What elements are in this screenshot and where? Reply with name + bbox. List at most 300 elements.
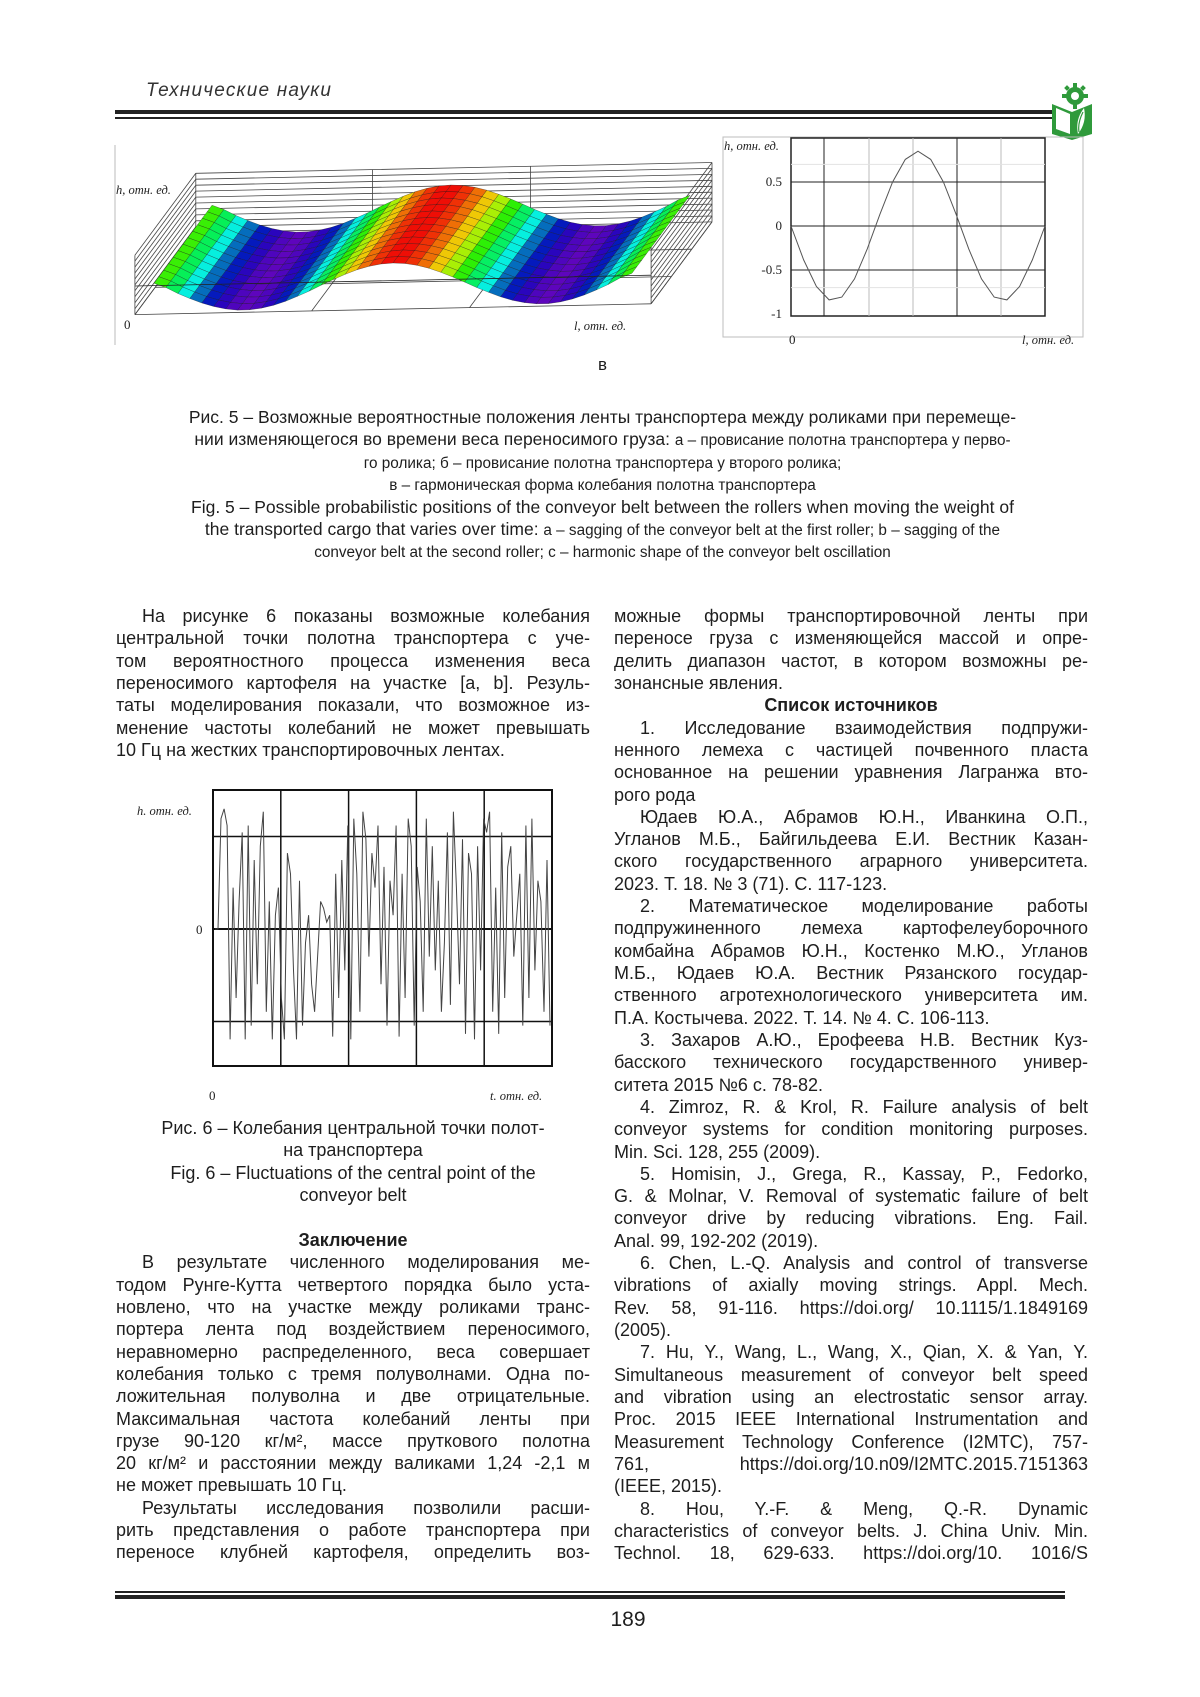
surface-patch [338,261,355,273]
surface-patch [305,264,322,276]
surface-patch [563,276,580,284]
surface-patch [331,239,348,251]
text-line: том вероятностного процесса изменения веса [116,650,590,672]
surface-patch [508,217,525,229]
surface-patch [589,277,606,289]
surface-patch [338,240,355,252]
surface-patch [293,269,310,280]
surface-patch [580,267,597,276]
surface-patch [405,224,422,232]
surface-patch [221,229,238,241]
surface-patch [496,255,513,266]
surface-patch [436,233,453,242]
surface-patch [212,242,229,254]
surface-patch [276,251,293,258]
surface-patch [585,260,602,269]
surface-patch [217,235,234,247]
text-line: грузе 90-120 кг/м², массе пруткового полотна [116,1430,590,1452]
side-wall-gridline [135,233,196,315]
surface-patch [345,263,362,274]
text-line: менение частоты колебаний не может превышать [116,717,590,739]
figure-6-caption [116,1117,590,1206]
surface-patch [437,198,454,205]
surface-patch [589,254,606,263]
text-line: Proc. 2015 IEEE International Instrumentation and [614,1408,1088,1430]
surface-patch [558,282,575,290]
text-line: 5. Homisin, J., Grega, R., Kassay, P., Fedorko, [614,1163,1088,1185]
surface-patch [326,246,343,258]
surface-patch [326,267,343,279]
surface-patch [542,214,559,225]
y-tick-label: -0.5 [761,262,782,277]
surface-patch [164,264,181,275]
surface-patch [381,227,398,237]
surface-patch [358,214,375,226]
surface-patch [346,220,363,232]
surface-patch [582,250,599,258]
surface-patch [190,292,207,303]
surface-patch [252,284,269,291]
side-wall-gridline [135,215,196,297]
surface-patch [602,224,619,232]
side-wall-gridline [651,222,712,304]
surface-mesh [154,185,690,310]
surface-patch [379,218,396,229]
surface-patch [231,216,248,228]
surface-patch [180,262,197,275]
surface-patch [417,259,434,268]
surface-patch [321,273,338,285]
text-line: (IEEE, 2015). [614,1475,1088,1497]
surface-patch [594,247,611,256]
surface-patch [465,276,482,288]
surface-patch [493,279,510,290]
floor-gridline [135,233,196,315]
text-line: 2023. Т. 18. № 3 (71). С. 117-123. [614,873,1088,895]
surface-patch [302,278,319,290]
surface-patch [278,288,295,299]
x-tick-label: 0 [789,332,796,347]
surface-patch [360,221,377,233]
surface-patch [412,231,429,238]
surface-patch [369,231,386,242]
surface-patch [532,227,549,238]
surface-patch [231,258,248,268]
surface-patch [377,234,394,244]
surface-patch [238,268,255,277]
surface-patch [262,299,279,308]
surface-patch [549,225,566,235]
surface-patch [455,246,472,257]
surface-patch [341,226,358,238]
surface-patch [570,252,587,259]
surface-patch [415,211,432,219]
surface-patch [293,243,310,251]
back-wall-gridline [196,216,712,227]
surface-patch [632,239,649,252]
text-line: conveyor systems for condition monitoring purposes. [614,1118,1088,1140]
y-axis-label: h, отн. ед. [116,183,171,197]
surface-patch [489,286,506,297]
back-wall-gridline [196,163,712,174]
surface-patch [592,237,609,245]
caption-sub-text: conveyor belt at the second roller; c – harmonic shape of the conveyor belt oscillation [314,544,891,561]
side-wall-gridline [135,221,196,303]
surface-patch [173,251,190,262]
surface-patch [291,232,308,239]
surface-patch [587,243,604,251]
surface-patch [214,216,231,229]
surface-patch [573,231,590,239]
surface-patch [544,232,561,242]
surface-patch [212,284,229,294]
surface-patch [644,234,661,245]
surface-patch [250,232,267,242]
text-line: ложительная полуволна и две отрицательные. [116,1385,590,1407]
surface-patch [489,243,506,255]
surface-patch [388,232,405,241]
surface-patch [351,213,368,225]
surface-patch [374,251,391,260]
caption-line [100,518,1105,540]
surface-patch [322,252,339,264]
surface-patch [188,231,205,242]
side-wall-gridline [651,210,712,292]
text-line: 6. Chen, L.-Q. Analysis and control of transverse [614,1252,1088,1274]
surface-patch [673,195,690,206]
surface-patch [532,268,549,277]
surface-patch [604,234,621,243]
surface-chart [115,145,712,345]
surface-patch [362,229,379,241]
chart-grid [791,138,1045,316]
panel-label: в [0,355,1200,375]
text-line: Максимальная частота колебаний ленты при [116,1408,590,1430]
surface-patch [434,255,451,266]
surface-patch [541,291,558,298]
surface-patch [250,270,267,278]
back-wall-gridline [196,204,712,215]
surface-patch [298,237,315,245]
surface-patch [475,220,492,231]
surface-patch [408,206,425,215]
text-line: 2. Математическое моделирование работы [614,895,1088,917]
surface-patch [568,269,585,277]
surface-patch [606,243,623,254]
surface-patch [503,224,520,236]
surface-patch [214,300,231,309]
surface-patch [580,239,597,246]
surface-patch [640,220,657,232]
side-wall-gridline [651,174,712,256]
text-line: новлено, что на участке между роликами транс- [116,1296,590,1318]
surface-patch [372,240,389,250]
surface-patch [324,238,341,250]
surface-patch [336,254,353,266]
surface-patch [474,263,491,275]
surface-patch [205,229,222,242]
surface-patch [575,245,592,252]
right-column-references [614,605,1088,1564]
surface-patch [243,221,260,232]
surface-patch [348,227,365,239]
section-heading: Список источников [614,694,1088,716]
surface-patch [369,258,386,267]
surface-patch [522,240,539,251]
surface-patch [269,244,286,252]
surface-patch [621,224,638,235]
surface-patch [334,225,351,237]
surface-patch [207,248,224,260]
surface-patch [596,256,613,267]
surface-patch [431,239,448,248]
surface-patch [592,263,609,274]
surface-patch [458,186,475,194]
surface-patch [453,271,470,283]
surface-patch [525,258,542,268]
surface-patch [548,295,565,303]
surface-patch [198,218,215,229]
text-line: G. & Molnar, V. Removal of systematic failure of belt [614,1185,1088,1207]
back-wall-gridline [196,210,712,221]
caption-main-text: the transported cargo that varies over time: [205,519,544,539]
text-line: Measurement Technology Conference (I2MTC), 757- [614,1431,1088,1453]
journal-logo-icon [1048,82,1096,140]
surface-patch [298,262,315,273]
surface-patch [659,215,676,226]
surface-patch [279,263,296,271]
surface-patch [513,294,530,303]
surface-patch [183,238,200,249]
caption-sub-text: a – sagging of the conveyor belt at the first roller; b – sagging of the [543,522,1000,539]
text-line: 20 кг/м² и расстоянии между валиками 1,24 -2,1 м [116,1452,590,1474]
surface-patch [468,210,485,221]
surface-patch [501,249,518,260]
surface-patch [178,287,195,299]
surface-patch [267,229,284,238]
surface-patch [566,222,583,231]
plot-area-border [213,790,552,1066]
text-line: портера лента под воздействием переносимого, [116,1318,590,1340]
surface-patch [453,229,470,240]
surface-patch [154,277,171,288]
surface-patch [642,226,659,239]
surface-patch [259,289,276,297]
surface-patch [410,188,427,198]
surface-patch [324,259,341,271]
surface-patch [417,193,434,202]
surface-patch [422,186,439,195]
caption-line [100,428,1105,450]
surface-patch [451,253,468,264]
surface-patch [389,205,406,216]
surface-patch [422,252,439,261]
surface-patch [346,241,363,253]
surface-patch [434,218,451,226]
header-rule-thin [115,117,1065,119]
surface-patch [192,268,209,280]
text-line: Anal. 99, 192-202 (2019). [614,1230,1088,1252]
surface-patch [271,286,288,295]
surface-patch [286,238,303,245]
surface-patch [432,205,449,212]
surface-patch [477,238,494,250]
surface-patch [207,290,224,300]
surface-patch [391,244,408,252]
text-line: ситета 2015 №6 с. 78-82. [614,1074,1088,1096]
surface-patch [262,271,279,278]
surface-patch [427,246,444,255]
surface-patch [307,249,324,259]
text-line: Technol. 18, 629-633. https://doi.org/10. 1016/S [614,1542,1088,1564]
text-line: не может превышать 10 Гц. [116,1474,590,1496]
surface-patch [243,297,260,304]
surface-patch [303,230,320,238]
surface-patch [333,268,350,280]
floor-gridline [470,226,531,308]
surface-patch [295,253,312,262]
surface-patch [223,287,240,296]
surface-patch [565,286,582,295]
surface-patch [429,262,446,273]
caption-main-text: Fig. 5 – Possible probabilistic positions of the conveyor belt between the rollers when moving the weight of [191,497,1014,517]
side-wall-gridline [135,197,196,279]
surface-patch [281,273,298,282]
surface-patch [506,242,523,253]
text-line: центральной точки полотна транспортера с уче- [116,627,590,649]
surface-patch [248,255,265,264]
surface-patch [400,231,417,239]
surface-patch [601,250,618,261]
surface-patch [635,226,652,238]
surface-patch [272,258,289,265]
surface-patch [393,225,410,234]
caption-line [100,496,1105,518]
figure-5-caption [100,406,1105,563]
surface-patch [229,240,246,251]
text-line: В результате численного моделирования ме- [116,1251,590,1273]
surface-patch [209,266,226,277]
side-wall-gridline [135,191,196,273]
surface-patch [315,227,332,236]
surface-patch [235,289,252,297]
surface-patch [572,289,589,300]
text-line: рого рода [614,784,1088,806]
text-line: тодом Рунге-Кутта четвертого порядка было уста- [116,1274,590,1296]
surface-patch [331,260,348,272]
text-line: основанное на решении уравнения Лагранжа вто- [614,761,1088,783]
surface-patch [530,251,547,261]
caption-sub-text: в – гармоническая форма колебания полотна транспортера [389,477,816,494]
text-line: ственного агротехнологического университета им. [614,984,1088,1006]
surface-patch [539,277,556,285]
surface-patch [534,283,551,291]
surface-patch [241,245,258,255]
floor-gridline [176,249,692,260]
surface-patch [274,295,291,306]
text-line: делить диапазон частот, в котором возможны ре- [614,650,1088,672]
surface-patch [561,265,578,272]
surface-patch [297,285,314,297]
journal-section-title: Технические науки [146,80,332,102]
surface-patch [314,272,331,284]
surface-patch [375,202,392,214]
surface-patch [200,236,217,249]
footer-rule-thin [115,1591,1065,1593]
surface-patch [195,286,212,297]
surface-patch [226,264,243,274]
text-line: колебания только с тремя полуволнами. Одна по- [116,1363,590,1385]
surface-patch [224,247,241,258]
surface-patch [233,234,250,245]
surface-patch [283,282,300,293]
surface-patch [515,229,532,240]
surface-patch [482,275,499,286]
surface-patch [627,246,644,259]
surface-patch [534,245,551,255]
surface-patch [587,269,604,280]
surface-patch [467,251,484,263]
surface-patch [463,216,480,227]
surface-patch [460,200,477,209]
surface-patch [410,218,427,226]
surface-patch [668,202,685,213]
surface-patch [633,219,650,231]
surface-patch [560,293,577,302]
surface-patch [315,251,332,262]
text-line: ского государственного аграрного университета. [614,850,1088,872]
surface-patch [262,235,279,244]
y-tick-label: -1 [771,306,782,321]
surface-patch [309,279,326,291]
surface-patch [219,210,236,223]
surface-patch [508,260,525,271]
surface-patch [465,233,482,244]
surface-patch [577,282,594,293]
surface-patch [384,238,401,247]
surface-patch [226,222,243,234]
surface-patch [613,265,630,278]
surface-patch [637,212,654,224]
side-wall-gridline [651,163,712,245]
y-axis-label: h, отн. ед. [724,139,779,153]
text-line: басского технического государственного универ- [614,1051,1088,1073]
surface-patch [401,201,418,211]
surface-patch [310,257,327,269]
surface-patch [341,247,358,259]
surface-patch [422,218,439,225]
surface-patch [171,275,188,288]
left-column-intro [116,605,590,761]
surface-patch [487,225,504,237]
text-line: На рисунке 6 показаны возможные колебания [116,605,590,627]
text-line: переносимого картофеля на участке [a, b]. Резуль- [116,672,590,694]
surface-patch [288,275,305,286]
surface-patch [570,280,587,289]
surface-patch [578,225,595,233]
surface-patch [573,263,590,271]
surface-patch [465,194,482,203]
surface-patch [288,250,305,258]
surface-patch [554,219,571,229]
surface-patch [300,270,317,282]
chart-frame [723,137,1083,337]
surface-patch [396,237,413,245]
surface-patch [290,283,307,295]
surface-patch [484,250,501,262]
surface-patch [494,237,511,249]
surface-patch [584,284,601,296]
